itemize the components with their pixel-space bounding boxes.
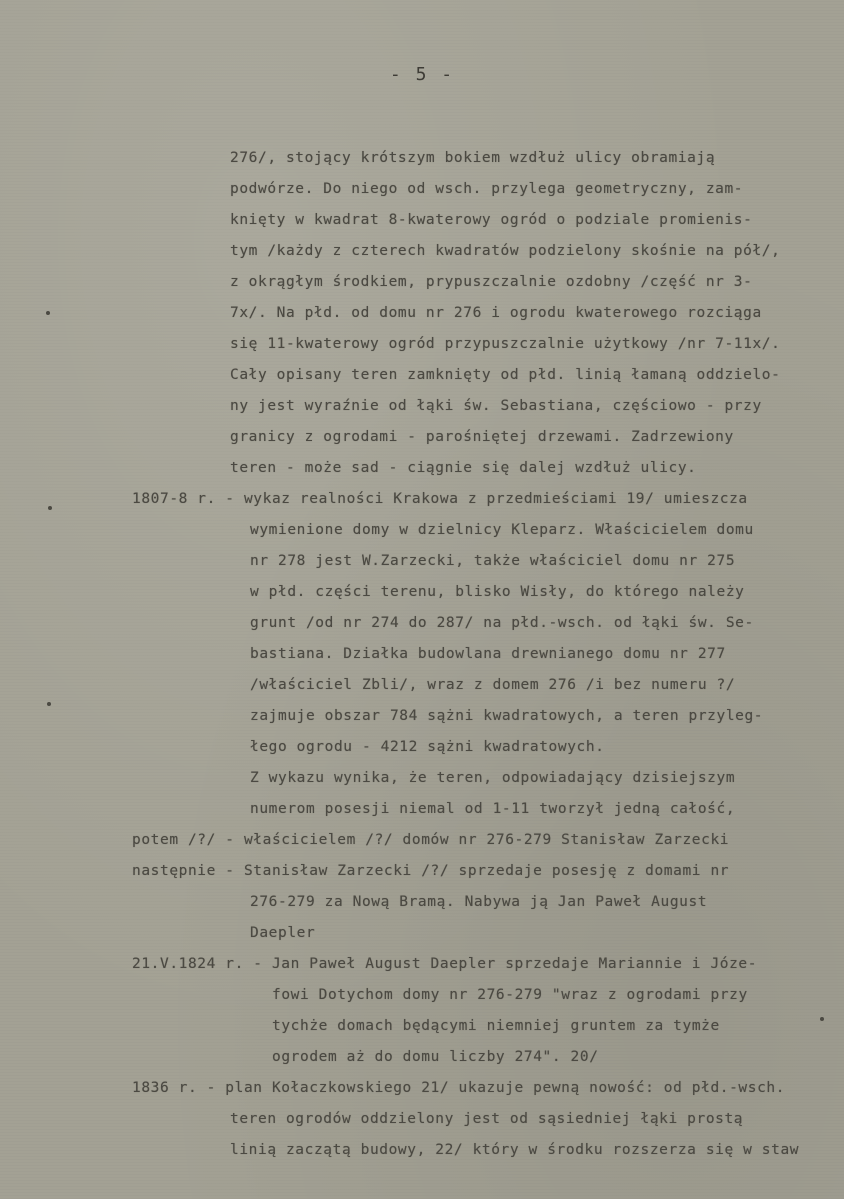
text-line: łego ogrodu - 4212 sążni kwadratowych. — [250, 739, 605, 755]
text-line: 1807-8 r. - wykaz realności Krakowa z przedmieściami 19/ umieszcza — [132, 491, 748, 507]
text-line: podwórze. Do niego od wsch. przylega geometryczny, zam- — [230, 181, 744, 197]
paper-speck — [47, 702, 51, 706]
text-line: teren ogrodów oddzielony jest od sąsiedniej łąki prostą — [230, 1111, 744, 1127]
text-line: 7x/. Na płd. od domu nr 276 i ogrodu kwaterowego rozciąga — [230, 305, 762, 321]
text-line: 276/, stojący krótszym bokiem wzdłuż ulicy obramiają — [230, 150, 716, 166]
paper-speck — [48, 506, 52, 510]
text-line: się 11-kwaterowy ogród przypuszczalnie użytkowy /nr 7-11x/. — [230, 336, 781, 352]
page-number: - 5 - — [389, 64, 455, 85]
text-line: 276-279 za Nową Bramą. Nabywa ją Jan Paweł August — [250, 894, 708, 910]
text-line: w płd. części terenu, blisko Wisły, do którego należy — [250, 584, 745, 600]
text-line: ogrodem aż do domu liczby 274". 20/ — [272, 1049, 599, 1065]
text-line: nr 278 jest W.Zarzecki, także właściciel domu nr 275 — [250, 553, 736, 569]
text-line: teren - może sad - ciągnie się dalej wzdłuż ulicy. — [230, 460, 697, 476]
text-line: Cały opisany teren zamknięty od płd. linią łamaną oddzielo- — [230, 367, 781, 383]
paper-speck — [820, 1017, 824, 1021]
text-line: numerom posesji niemal od 1-11 tworzył jedną całość, — [250, 801, 736, 817]
text-line: 1836 r. - plan Kołaczkowskiego 21/ ukazuje pewną nowość: od płd.-wsch. — [132, 1080, 786, 1096]
text-line: ny jest wyraźnie od łąki św. Sebastiana, częściowo - przy — [230, 398, 762, 414]
text-line: tychże domach będącymi niemniej gruntem za tymże — [272, 1018, 720, 1034]
text-line: następnie - Stanisław Zarzecki /?/ sprzedaje posesję z domami nr — [132, 863, 730, 879]
text-line: tym /każdy z czterech kwadratów podzielony skośnie na pół/, — [230, 243, 781, 259]
text-line: bastiana. Działka budowlana drewnianego domu nr 277 — [250, 646, 726, 662]
text-line: z okrągłym środkiem, prypuszczalnie ozdobny /część nr 3- — [230, 274, 753, 290]
text-line: zajmuje obszar 784 sążni kwadratowych, a teren przyleg- — [250, 708, 764, 724]
text-line: granicy z ogrodami - parośniętej drzewami. Zadrzewiony — [230, 429, 734, 445]
text-line: 21.V.1824 r. - Jan Paweł August Daepler sprzedaje Mariannie i Józe- — [132, 956, 758, 972]
text-line: linią zaczątą budowy, 22/ który w środku rozszerza się w staw — [230, 1142, 800, 1158]
text-line: Daepler — [250, 925, 316, 941]
text-line: Z wykazu wynika, że teren, odpowiadający dzisiejszym — [250, 770, 736, 786]
text-line: fowi Dotychom domy nr 276-279 "wraz z ogrodami przy — [272, 987, 748, 1003]
text-line: potem /?/ - właścicielem /?/ domów nr 276-279 Stanisław Zarzecki — [132, 832, 730, 848]
text-line: grunt /od nr 274 do 287/ na płd.-wsch. od łąki św. Se- — [250, 615, 754, 631]
text-line: knięty w kwadrat 8-kwaterowy ogród o podziale promienis- — [230, 212, 753, 228]
text-line: wymienione domy w dzielnicy Kleparz. Właścicielem domu — [250, 522, 754, 538]
text-line: /właściciel Zbli/, wraz z domem 276 /i bez numeru ?/ — [250, 677, 736, 693]
paper-speck — [46, 311, 50, 315]
